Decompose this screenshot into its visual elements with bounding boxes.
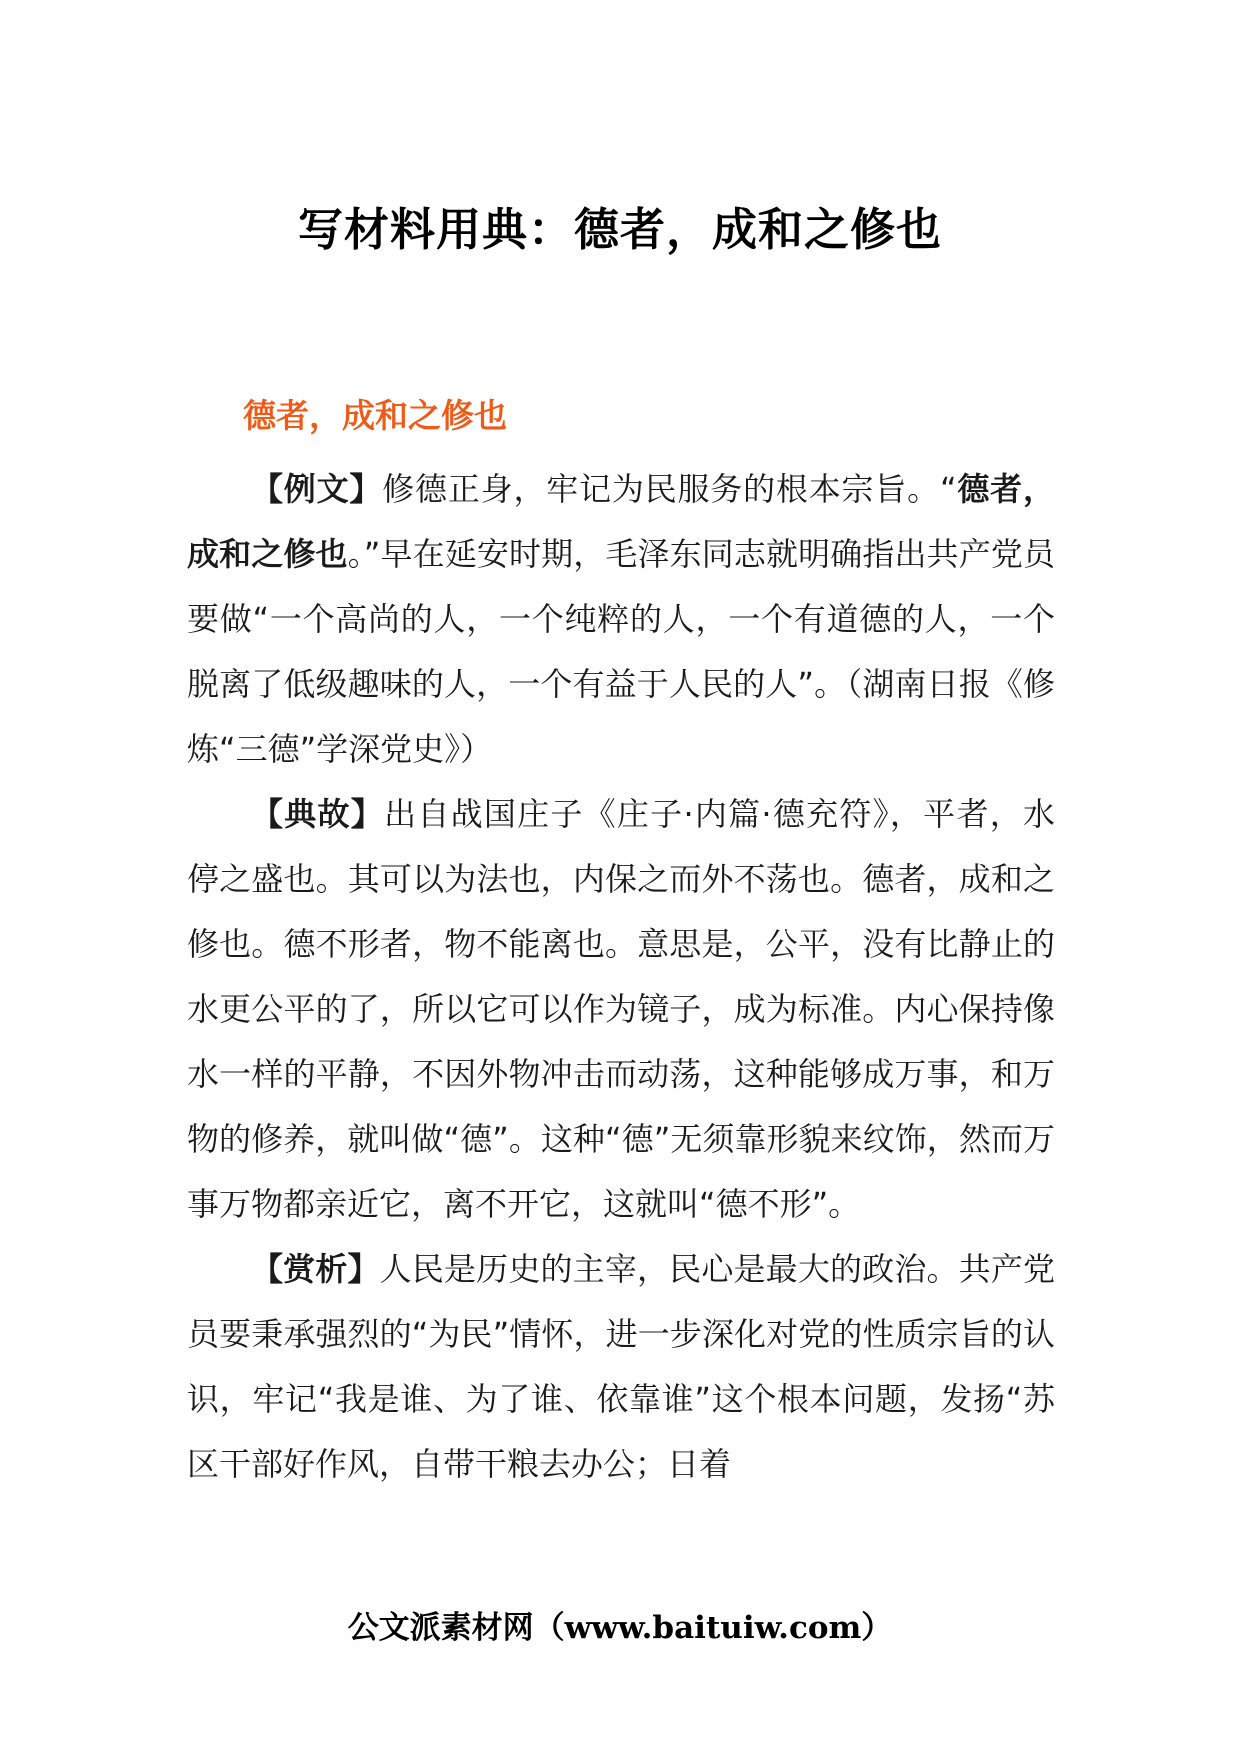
example-bold-quote: 德者，成和之修也 xyxy=(187,470,1055,573)
footer-source: 公文派素材网（www.baituiw.com） xyxy=(347,1610,893,1646)
section-heading: 德者，成和之修也 xyxy=(243,396,507,435)
analysis-tag: 【赏析】 xyxy=(251,1250,380,1288)
page-title: 写材料用典：德者，成和之修也 xyxy=(297,203,942,256)
example-text-after: 。”早在延安时期，毛泽东同志就明确指出共产党员要做“一个高尚的人，一个纯粹的人，一个有道德的人，一个脱离了低级趣味的人，一个有益于人民的人”。（湖南日报《修炼“三德”学深党史》） xyxy=(187,535,1055,768)
analysis-paragraph xyxy=(187,1237,1055,1497)
article-body xyxy=(187,392,1055,1497)
example-tag: 【例文】 xyxy=(251,470,383,508)
allusion-paragraph xyxy=(187,782,1055,1237)
allusion-tag: 【典故】 xyxy=(251,795,385,833)
analysis-text: 人民是历史的主宰，民心是最大的政治。共产党员要秉承强烈的“为民”情怀，进一步深化对党的性质宗旨的认识，牢记“我是谁、为了谁、依靠谁”这个根本问题，发扬“苏区干部好作风，自带干粮去办公；日着 xyxy=(187,1250,1055,1483)
example-text-before: 修德正身，牢记为民服务的根本宗旨。“ xyxy=(382,470,957,508)
allusion-text: 出自战国庄子《庄子·内篇·德充符》，平者，水停之盛也。其可以为法也，内保之而外不荡也。德者，成和之修也。德不形者，物不能离也。意思是，公平，没有比静止的水更公平的了，所以它可以作为镜子，成为标准。内心保持像水一样的平静，不因外物冲击而动荡，这种能够成万事，和万物的修养，就叫做“德”。这种“德”无须靠形貌来纹饰，然而万事万物都亲近它，离不开它，这就叫“德不形”。 xyxy=(187,795,1055,1223)
example-paragraph xyxy=(187,457,1055,782)
